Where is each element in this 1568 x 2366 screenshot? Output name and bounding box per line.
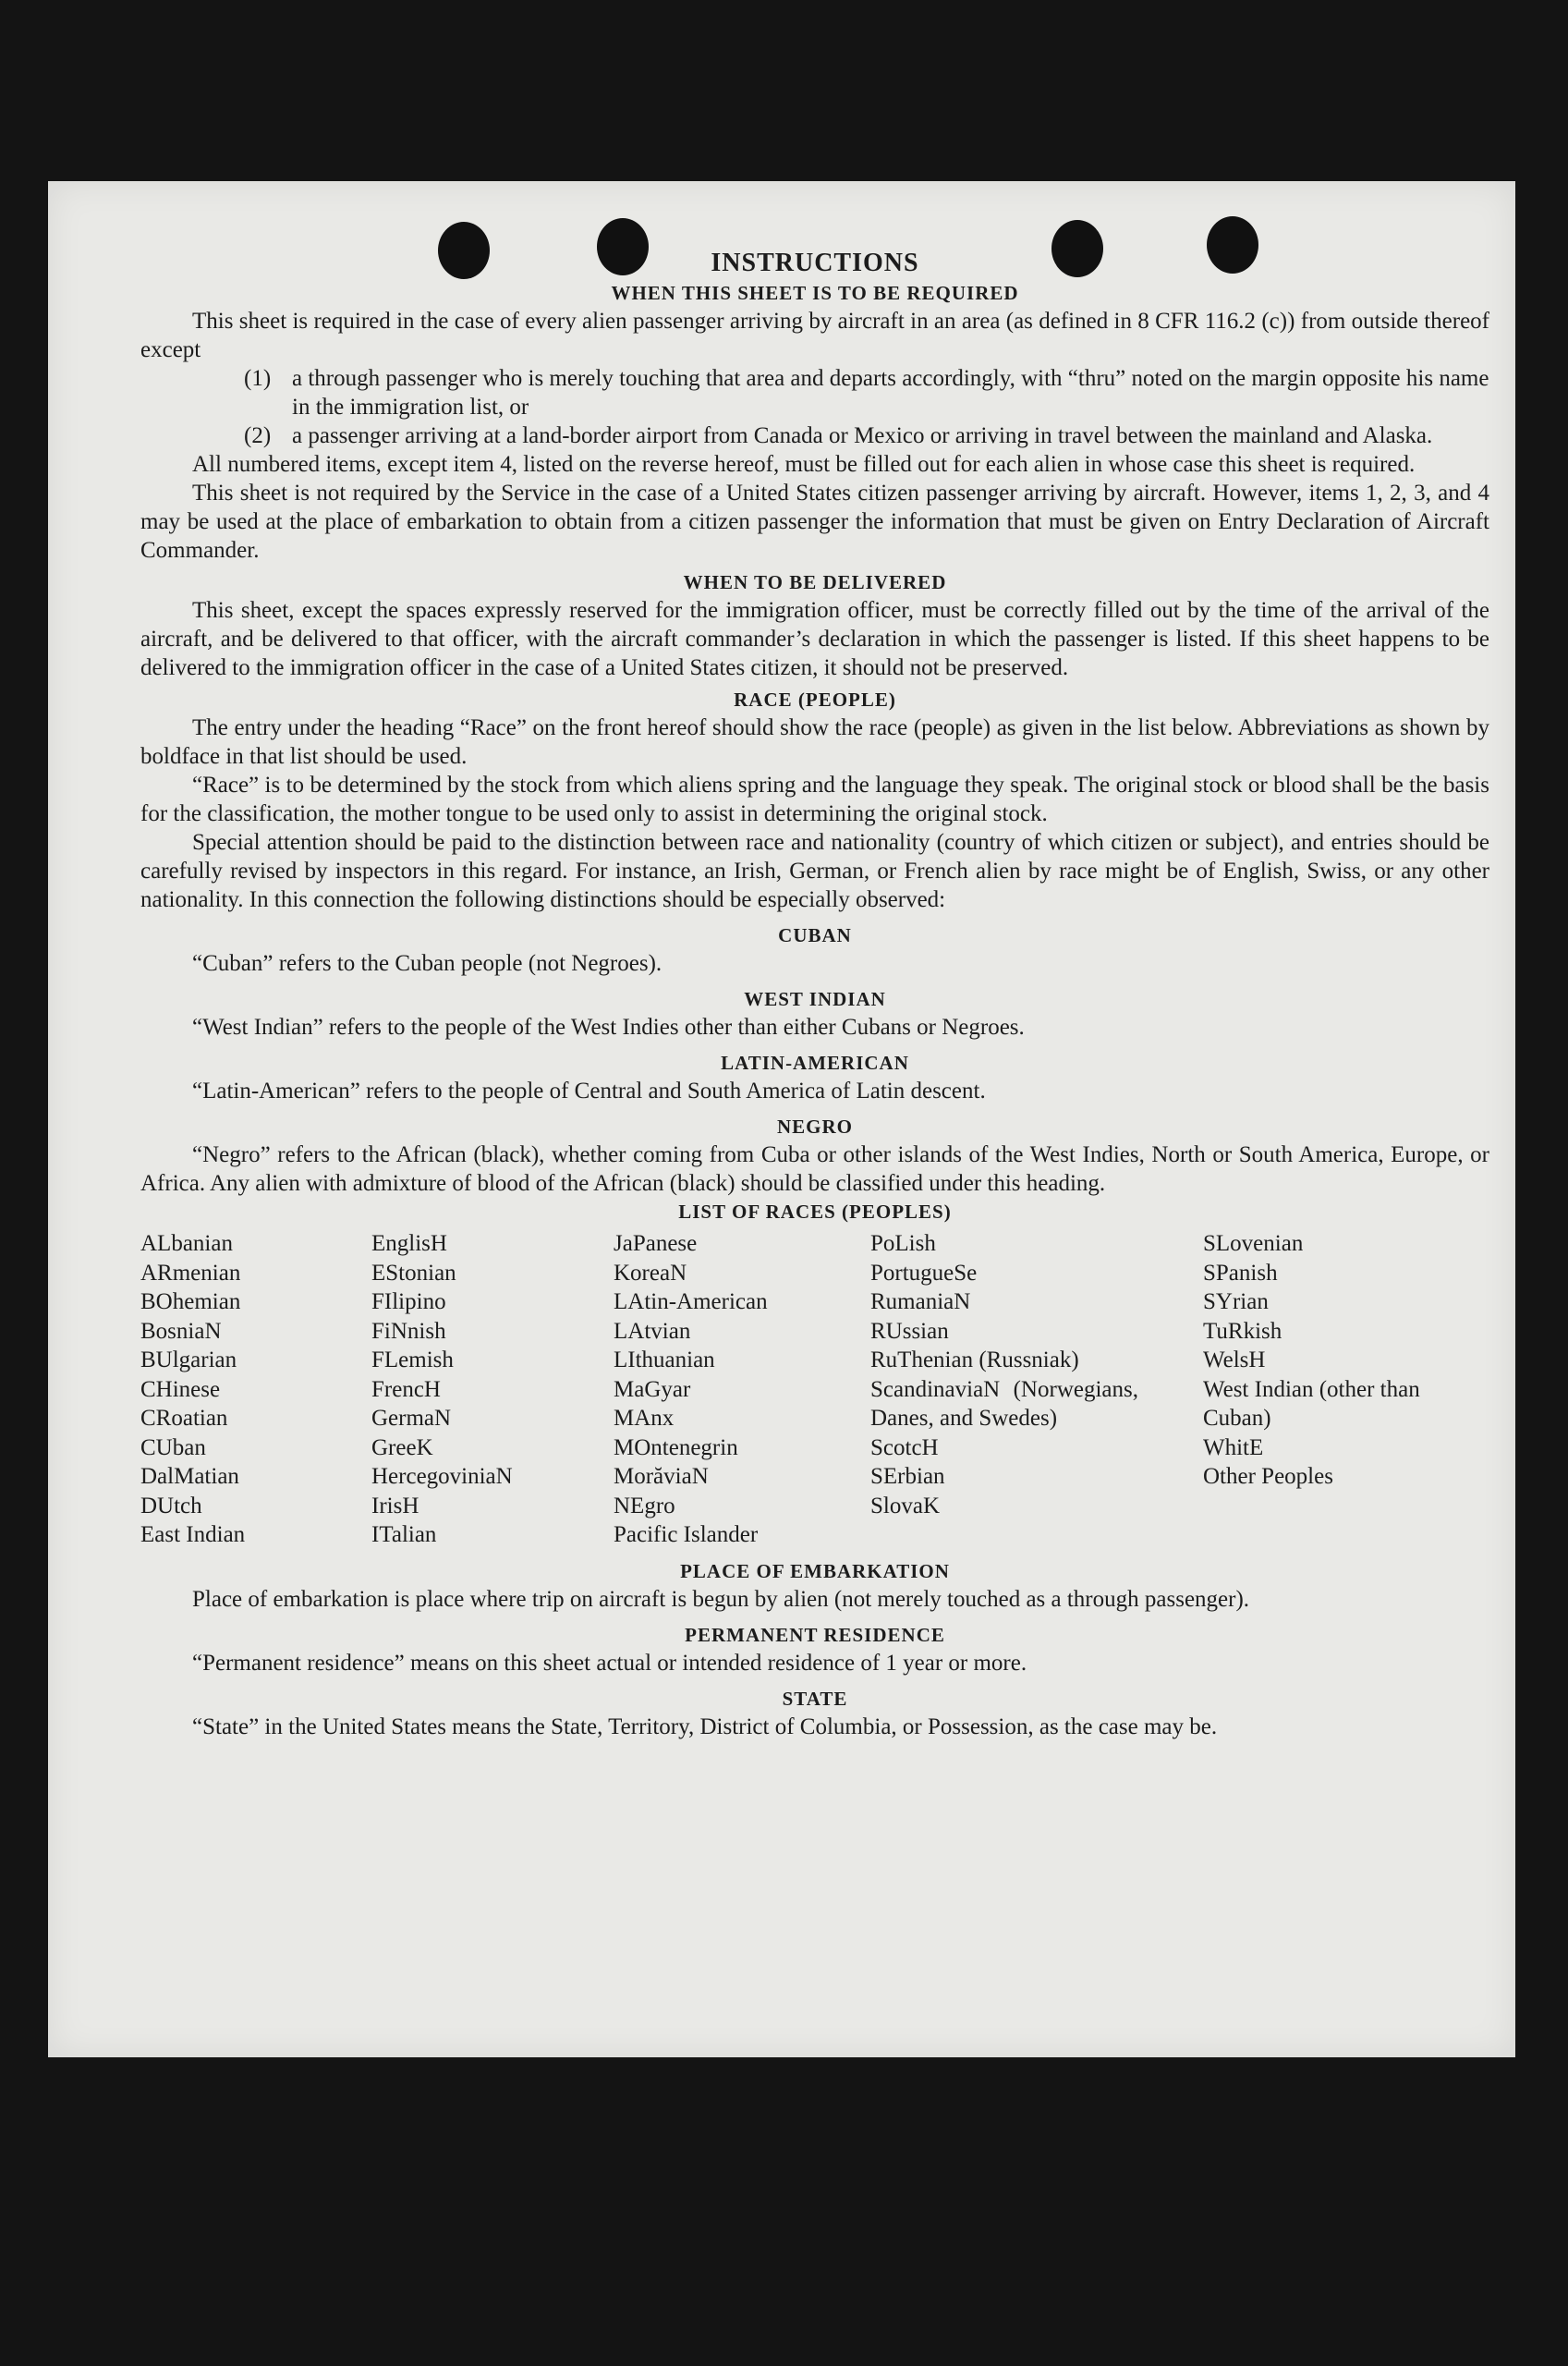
race-item: SYrian [1203, 1289, 1269, 1314]
race-item: BosniaN [140, 1318, 222, 1344]
paragraph: Place of embarkation is place where trip on aircraft is begun by alien (not merely touched as a through passenger). [192, 1586, 1250, 1612]
race-item: NEgro [614, 1493, 675, 1518]
race-item: SLovenian [1203, 1231, 1304, 1256]
race-item: KoreaN [614, 1260, 687, 1286]
race-item: TuRkish [1203, 1318, 1282, 1344]
paragraph: “West Indian” refers to the people of the West Indies other than either Cubans or Negroes. [192, 1015, 1025, 1040]
section-heading-cuban: CUBAN [778, 924, 852, 946]
race-item: PortugueSe [870, 1260, 978, 1286]
section-heading-list-of-races: LIST OF RACES (PEOPLES) [678, 1201, 952, 1223]
paragraph: “Negro” refers to the African (black), whether coming from Cuba or other islands of the West Indies, North or South America, Europe, or Africa. Any alien with admixture of blood of the African (black) should be classified under this heading. [140, 1142, 1489, 1196]
document-page [48, 181, 1515, 2057]
section-heading-west-indian: WEST INDIAN [744, 988, 886, 1010]
instructions-content [140, 248, 1489, 1741]
race-item: WelsH [1203, 1348, 1266, 1372]
race-item: RuThenian (Russniak) [870, 1348, 1079, 1372]
races-column [870, 1229, 1203, 1550]
race-item: MaGyar [614, 1376, 691, 1402]
race-item: CHinese [140, 1376, 221, 1402]
paragraph: This sheet, except the spaces expressly reserved for the immigration officer, must be correctly filled out by the time of the arrival of the aircraft, and be delivered to that officer, with the aircraft commander’s declaration in which the passenger is listed. If this sheet happens to be delivered to the immigration officer in the case of a United States citizen, it should not be preserved. [140, 598, 1489, 680]
race-item: HercegoviniaN [371, 1464, 513, 1489]
race-item: LAtvian [614, 1318, 691, 1344]
race-item: PoLish [870, 1231, 936, 1256]
section-heading-latin-american: LATIN-AMERICAN [721, 1052, 909, 1074]
race-item: Pacific Islander [614, 1522, 759, 1547]
list-item [244, 421, 1489, 450]
race-item: DUtch [140, 1493, 202, 1518]
race-item: CRoatian [140, 1406, 228, 1431]
item-text: a through passenger who is merely touching that area and departs accordingly, with “thru” noted on the margin opposite his name in the immigration list, or [292, 366, 1489, 420]
race-item: EnglisH [371, 1231, 447, 1256]
item-number: (1) [244, 366, 272, 391]
race-item: RumaniaN [870, 1289, 971, 1314]
paragraph: Special attention should be paid to the distinction between race and nationality (country of which citizen or subject), and entries should be carefully revised by inspectors in this regard. For instance, an Irish, German, or French alien by race might be of English, Swiss, or any other nationality. In this connection the following distinctions should be especially observed: [140, 830, 1489, 912]
section-heading-race: RACE (PEOPLE) [734, 689, 896, 711]
race-item: CUban [140, 1434, 206, 1460]
section-heading-embarkation: PLACE OF EMBARKATION [680, 1559, 950, 1582]
race-item: JaPanese [614, 1231, 698, 1256]
section-heading-negro: NEGRO [776, 1116, 853, 1138]
page-title: INSTRUCTIONS [711, 249, 919, 277]
races-column [1203, 1229, 1462, 1550]
races-column [140, 1229, 371, 1550]
race-item: LAtin-American [614, 1289, 768, 1314]
race-item: WhitE [1203, 1434, 1264, 1460]
race-item: ScandinaviaN (Norwegians, Danes, and Swedes) [870, 1376, 1138, 1431]
race-item: RUssian [870, 1318, 949, 1344]
section-heading-when-delivered: WHEN TO BE DELIVERED [683, 571, 947, 593]
section-heading-state: STATE [782, 1687, 848, 1710]
races-list [140, 1229, 1489, 1550]
paragraph: “Permanent residence” means on this sheet actual or intended residence of 1 year or more. [192, 1650, 1027, 1676]
race-item: SlovaK [870, 1493, 940, 1518]
race-item: ARmenian [140, 1260, 241, 1286]
race-item: GreeK [371, 1434, 433, 1460]
race-item: GermaN [371, 1406, 452, 1431]
race-item: East Indian [140, 1522, 246, 1547]
race-item: EStonian [371, 1260, 456, 1286]
paragraph: All numbered items, except item 4, listed on the reverse hereof, must be filled out for each alien in whose case this sheet is required. [192, 452, 1416, 477]
race-item: FLemish [371, 1348, 454, 1372]
item-number: (2) [244, 423, 272, 448]
race-item: FIlipino [371, 1289, 446, 1314]
race-item: ALbanian [140, 1231, 233, 1256]
paragraph: This sheet is required in the case of every alien passenger arriving by aircraft in an area (as defined in 8 CFR 116.2 (c)) from outside thereof except [140, 309, 1489, 362]
section-heading-when-required: WHEN THIS SHEET IS TO BE REQUIRED [611, 282, 1019, 304]
paragraph: “Cuban” refers to the Cuban people (not Negroes). [192, 951, 662, 976]
race-item: MorăviaN [614, 1464, 709, 1489]
paragraph: The entry under the heading “Race” on the front hereof should show the race (people) as given in the list below. Abbreviations as shown by boldface in that list should be used. [140, 715, 1489, 769]
race-item: FrencH [371, 1376, 441, 1402]
race-item: Other Peoples [1203, 1464, 1333, 1489]
race-item: BUlgarian [140, 1348, 237, 1372]
paragraph: “State” in the United States means the State, Territory, District of Columbia, or Possession, as the case may be. [192, 1714, 1218, 1739]
race-item: IrisH [371, 1493, 419, 1518]
list-item [244, 364, 1489, 421]
race-item: LIthuanian [614, 1348, 715, 1372]
race-item: BOhemian [140, 1289, 241, 1314]
race-item: ITalian [371, 1522, 437, 1547]
item-text: a passenger arriving at a land-border airport from Canada or Mexico or arriving in travel between the mainland and Alaska. [292, 423, 1433, 448]
section-heading-residence: PERMANENT RESIDENCE [685, 1623, 945, 1646]
race-item: ScotcH [870, 1434, 939, 1460]
race-item: MOntenegrin [614, 1434, 738, 1460]
paragraph: “Race” is to be determined by the stock from which aliens spring and the language they speak. The original stock or blood shall be the basis for the classification, the mother tongue to be used only to assist in determining the original stock. [140, 773, 1489, 826]
paragraph: “Latin-American” refers to the people of Central and South America of Latin descent. [192, 1079, 986, 1104]
race-item: West Indian (other than Cuban) [1203, 1376, 1420, 1431]
paragraph: This sheet is not required by the Service in the case of a United States citizen passenger arriving by aircraft. However, items 1, 2, 3, and 4 may be used at the place of embarkation to obtain from a citizen passenger the information that must be given on Entry Declaration of Aircraft Commander. [140, 481, 1489, 563]
race-item: FiNnish [371, 1318, 446, 1344]
races-column [614, 1229, 870, 1550]
race-item: MAnx [614, 1406, 675, 1431]
race-item: SPanish [1203, 1260, 1278, 1286]
races-column [371, 1229, 614, 1550]
race-item: DalMatian [140, 1464, 239, 1489]
race-item: SErbian [870, 1464, 945, 1489]
